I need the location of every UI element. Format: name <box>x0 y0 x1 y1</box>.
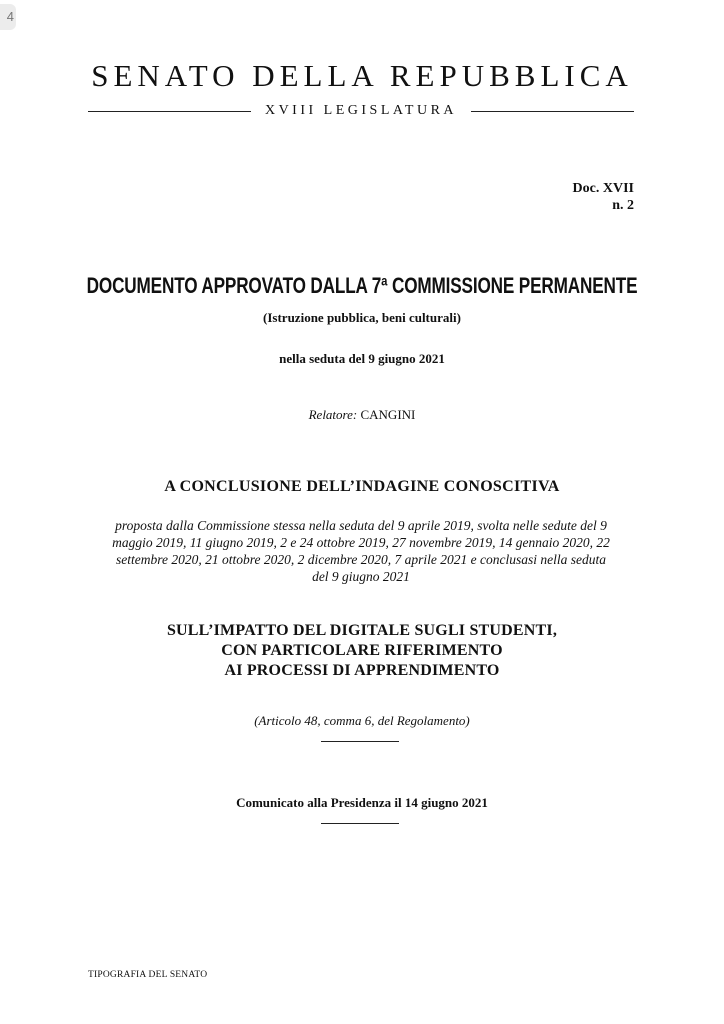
legislature-row <box>88 103 634 119</box>
topic-line: SULL’IMPATTO DEL DIGITALE SUGLI STUDENTI, <box>166 622 558 639</box>
document-title: DOCUMENTO APPROVATO DALLA 7ª COMMISSIONE PERMANENTE <box>86 273 638 298</box>
regulation-article: (Articolo 48, comma 6, del Regolamento) <box>254 713 470 728</box>
senate-title: SENATO DELLA REPUBBLICA <box>91 58 633 93</box>
inquiry-description-line: settembre 2020, 21 ottobre 2020, 2 dicembre 2020, 7 aprile 2021 e conclusasi nella seduta <box>115 552 607 567</box>
session-date: nella seduta del 9 giugno 2021 <box>279 351 445 366</box>
communication-date: Comunicato alla Presidenza il 14 giugno 2021 <box>236 795 488 810</box>
rapporteur-label: Relatore: <box>308 407 358 422</box>
topic-line: CON PARTICOLARE RIFERIMENTO <box>221 642 503 659</box>
doc-ref-line-1: Doc. XVII <box>572 181 634 196</box>
rapporteur-name: CANGINI <box>360 407 416 422</box>
topic-title <box>0 621 724 681</box>
page-number-badge: 4 <box>0 4 16 30</box>
commission-subtitle: (Istruzione pubblica, beni culturali) <box>263 310 461 325</box>
legislature-rule-left <box>88 111 251 112</box>
topic-line: AI PROCESSI DI APPRENDIMENTO <box>224 662 500 679</box>
rapporteur <box>0 407 724 423</box>
inquiry-heading: A CONCLUSIONE DELL’INDAGINE CONOSCITIVA <box>164 478 560 495</box>
printer-credit: TIPOGRAFIA DEL SENATO <box>88 970 208 980</box>
inquiry-description-line: maggio 2019, 11 giugno 2019, 2 e 24 ottobre 2019, 27 novembre 2019, 14 gennaio 2020, 22 <box>112 535 610 550</box>
divider-rule <box>321 741 399 742</box>
legislature-rule-right <box>471 111 634 112</box>
doc-ref-line-2: n. 2 <box>612 198 634 213</box>
divider-rule <box>321 823 399 824</box>
inquiry-description <box>88 517 634 585</box>
inquiry-description-line: del 9 giugno 2021 <box>312 569 410 584</box>
inquiry-description-line: proposta dalla Commissione stessa nella seduta del 9 aprile 2019, svolta nelle sedute del 9 <box>115 518 607 533</box>
document-reference <box>573 180 634 214</box>
legislature-label: XVIII LEGISLATURA <box>264 103 458 118</box>
